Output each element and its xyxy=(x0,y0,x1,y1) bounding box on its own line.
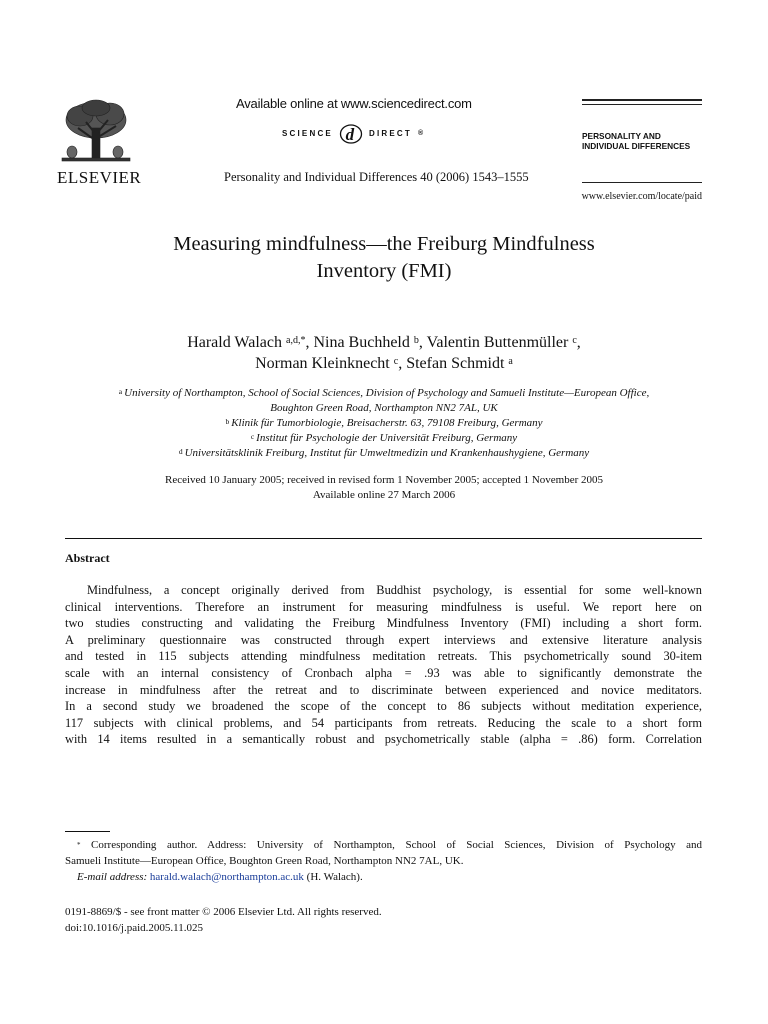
affiliation-mark: c xyxy=(250,432,255,441)
corresponding-author-footnote xyxy=(65,837,702,885)
sciencedirect-logo xyxy=(282,121,423,145)
copyright-block xyxy=(65,904,382,936)
journal-name-line1: PERSONALITY AND xyxy=(582,131,661,141)
authors-line2 xyxy=(84,353,684,374)
author-sep: , xyxy=(576,334,581,351)
author-name: Stefan Schmidt xyxy=(406,355,505,372)
author-sup: c xyxy=(393,356,399,367)
email-label: E-mail address: xyxy=(77,871,148,883)
email-link[interactable]: harald.walach@northampton.ac.uk xyxy=(149,871,304,883)
affiliation-item xyxy=(44,446,724,461)
abstract-line: and tested in 115 subjects attending mindfulness meditation retreats. This psychometrically sound 30-item xyxy=(65,649,702,664)
author-sep: , xyxy=(418,334,427,351)
dates-received: Received 10 January 2005; received in revised form 1 November 2005; accepted 1 November 2005 xyxy=(164,474,604,486)
sd-left-text: SCIENCE xyxy=(282,128,333,138)
journal-name-line2: INDIVIDUAL DIFFERENCES xyxy=(582,141,691,151)
abstract-line: Mindfulness, a concept originally derived from Buddhist psychology, is essential for some well-known xyxy=(87,583,702,597)
affiliation-mark: d xyxy=(178,447,183,456)
abstract-line: In a second study we broadened the scope of the concept to 86 subjects without meditation experience, xyxy=(65,699,702,714)
abstract-body xyxy=(65,582,702,748)
abstract-line: two studies constructing and validating the Freiburg Mindfulness Inventory (FMI) including a short form. xyxy=(65,616,702,631)
author-name: Norman Kleinknecht xyxy=(255,355,390,372)
article-title xyxy=(84,231,684,285)
affiliation-item xyxy=(44,416,724,431)
svg-text:d: d xyxy=(345,125,357,144)
elsevier-tree-logo-icon xyxy=(58,98,134,168)
sd-registered-mark: ® xyxy=(417,129,424,137)
author-sep: , xyxy=(305,334,314,351)
journal-url-link[interactable]: www.elsevier.com/locate/paid xyxy=(581,191,702,202)
abstract-line: 117 subjects with clinical problems, and 54 participants from retreats. Reducing the scale to a short form xyxy=(65,715,702,730)
email-suffix: (H. Walach). xyxy=(306,871,363,883)
affiliation-item xyxy=(44,386,724,401)
dates-available: Available online 27 March 2006 xyxy=(312,489,456,501)
footnote-rule xyxy=(65,831,110,832)
author-sup: a,d,* xyxy=(286,335,306,346)
sciencedirect-d-icon xyxy=(339,121,363,145)
author-sup: b xyxy=(413,335,419,346)
abstract-heading: Abstract xyxy=(65,551,110,565)
sd-right-text: DIRECT xyxy=(368,128,412,138)
affiliation-item xyxy=(44,431,724,446)
header-rule-thin xyxy=(582,104,702,105)
title-line1: Measuring mindfulness—the Freiburg Mindfulness xyxy=(173,233,595,255)
available-online-text[interactable]: Available online at www.sciencedirect.com xyxy=(236,96,472,111)
footnote-line2: Samueli Institute—European Office, Boughton Green Road, Northampton NN2 7AL, UK. xyxy=(65,855,464,867)
abstract-line: with 14 items resulted in a semantically robust and psychometrically stable (alpha = .86) form. Correlation xyxy=(65,732,702,747)
affiliation-text: Boughton Green Road, Northampton NN2 7AL, UK xyxy=(270,402,498,414)
affiliation-mark: a xyxy=(118,387,123,396)
author-sup: a xyxy=(508,356,513,367)
affiliation-text: University of Northampton, School of Social Sciences, Division of Psychology and Samueli Institute—European Office, xyxy=(124,387,650,399)
author-name: Harald Walach xyxy=(187,334,282,351)
abstract-line: clinical interventions. Therefore an instrument for measuring mindfulness is useful. We report here on xyxy=(65,599,702,614)
author-name: Valentin Buttenmüller xyxy=(426,334,569,351)
journal-name xyxy=(582,131,712,151)
author-sup: c xyxy=(572,335,577,346)
footnote-line1 xyxy=(65,837,702,853)
author-sep: , xyxy=(398,355,407,372)
abstract-line: increase in mindfulness after the retreat and to discriminate between experienced and novice meditators. xyxy=(65,682,702,697)
author-list xyxy=(84,332,684,374)
affiliation-text: Universitätsklinik Freiburg, Institut für Umweltmedizin und Krankenhaushygiene, Germany xyxy=(184,447,590,459)
copyright-line: 0191-8869/$ - see front matter © 2006 Elsevier Ltd. All rights reserved. xyxy=(65,906,382,918)
affiliations xyxy=(44,386,724,461)
publisher-wordmark: ELSEVIER xyxy=(57,168,142,187)
abstract-line: A preliminary questionnaire was constructed through expert interviews and extensive literature analysis xyxy=(65,632,702,647)
header-rule-right xyxy=(582,182,702,183)
affiliation-item xyxy=(44,401,724,416)
header-rule-thick xyxy=(582,99,702,101)
footnote-email-line xyxy=(65,869,702,885)
footnote-mark: * xyxy=(77,841,81,849)
abstract-line: scale with an internal consistency of Cronbach alpha = .93 was able to significantly demonstrate the xyxy=(65,665,702,680)
abstract-divider xyxy=(65,538,702,539)
footnote-text: Corresponding author. Address: University of Northampton, School of Social Sciences, Division of Psychology and xyxy=(91,839,703,851)
title-line2: Inventory (FMI) xyxy=(316,260,452,282)
author-name: Nina Buchheld xyxy=(313,334,410,351)
authors-line1 xyxy=(84,332,684,353)
journal-citation: Personality and Individual Differences 40 (2006) 1543–1555 xyxy=(224,170,529,184)
article-dates xyxy=(84,473,684,503)
affiliation-text: Klinik für Tumorbiologie, Breisacherstr. 63, 79108 Freiburg, Germany xyxy=(231,417,543,429)
affiliation-text: Institut für Psychologie der Universität Freiburg, Germany xyxy=(256,432,518,444)
affiliation-mark: b xyxy=(225,417,230,426)
doi-link[interactable]: doi:10.1016/j.paid.2005.11.025 xyxy=(65,922,204,934)
